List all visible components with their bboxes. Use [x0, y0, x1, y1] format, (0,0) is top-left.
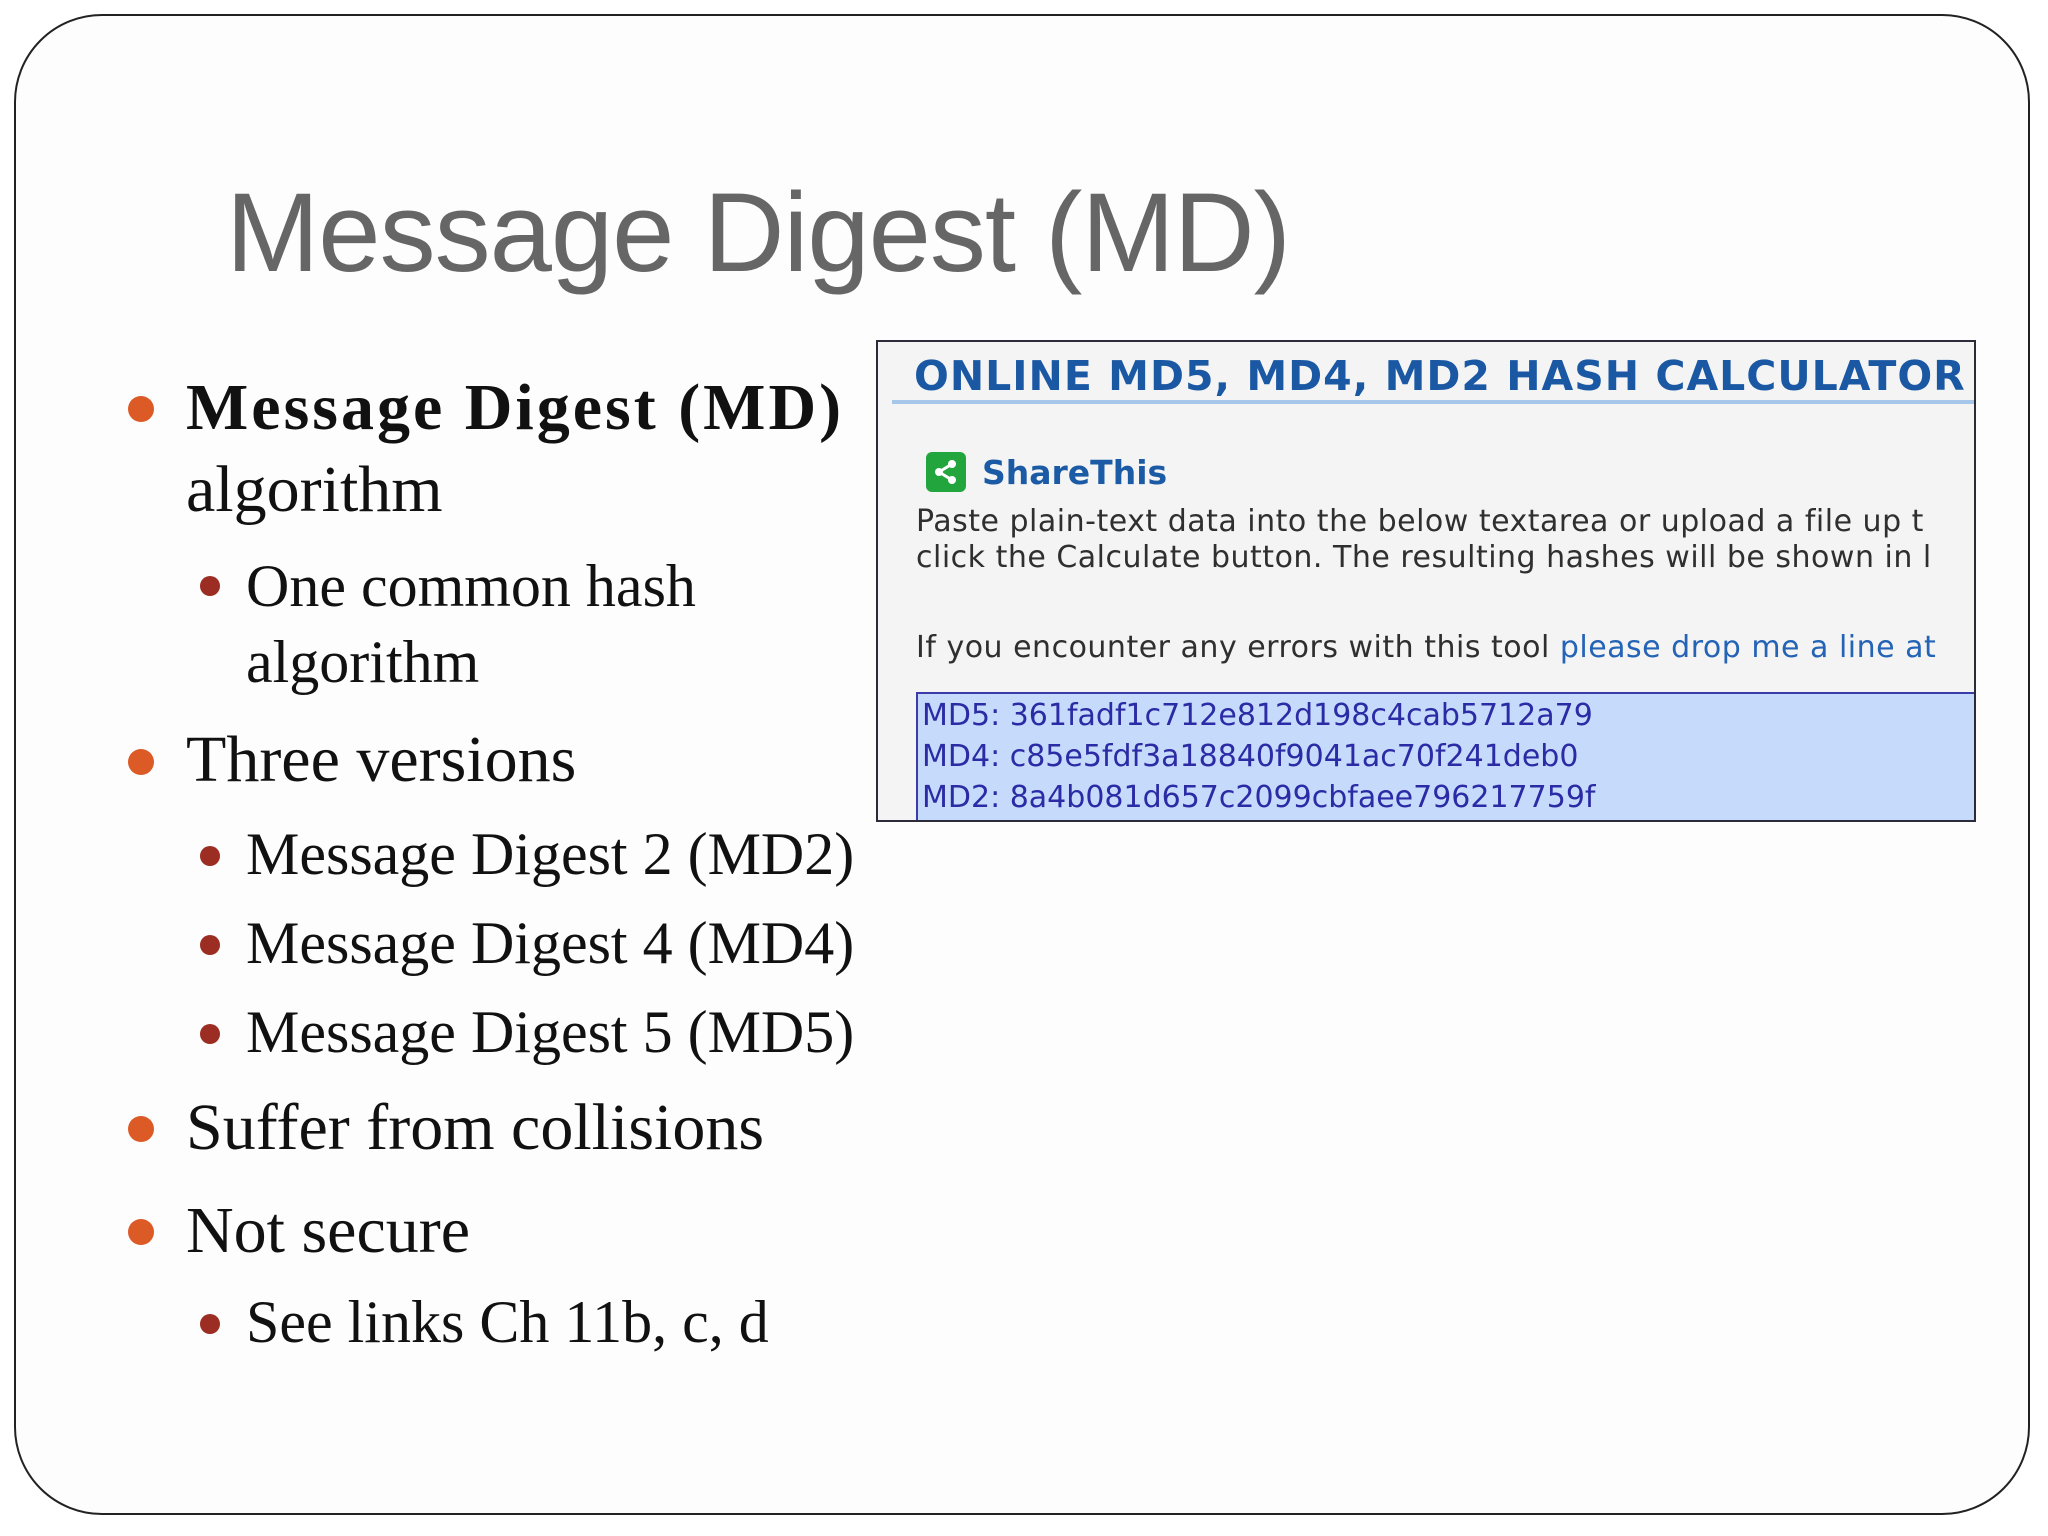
share-this-button[interactable] — [926, 450, 1167, 494]
bullet-dot — [200, 846, 220, 866]
hash-calculator-screenshot — [876, 340, 1976, 822]
sub-bullet-continuation: algorithm — [246, 629, 480, 695]
sub-bullet-item: See links Ch 11b, c, d — [246, 1289, 769, 1355]
bullet-dot — [200, 1314, 220, 1334]
sub-bullet-item: Message Digest 4 (MD4) — [246, 910, 855, 976]
bullet-dot — [128, 396, 154, 422]
errors-text: If you encounter any errors with this tool — [916, 630, 1560, 665]
bullet-dot — [200, 935, 220, 955]
md4-hash: MD4: c85e5fdf3a18840f9041ac70f241deb0 — [922, 739, 1579, 774]
bullet-dot — [128, 1116, 154, 1142]
errors-line — [916, 630, 1936, 665]
md5-hash: MD5: 361fadf1c712e812d198c4cab5712a79 — [922, 698, 1593, 733]
sub-bullet-item: Message Digest 2 (MD2) — [246, 821, 855, 887]
slide-title: Message Digest (MD) — [226, 170, 1290, 295]
bullet-continuation: algorithm — [186, 453, 443, 526]
share-label: ShareThis — [982, 452, 1168, 492]
hash-results-textarea[interactable] — [916, 692, 1976, 822]
bullet-bold-text: Message Digest (MD) — [186, 371, 845, 444]
bullet-item: Suffer from collisions — [186, 1091, 765, 1164]
sub-bullet-item: Message Digest 5 (MD5) — [246, 999, 855, 1065]
bullet-item: Three versions — [186, 723, 577, 796]
share-icon — [926, 452, 966, 492]
bullet-dot — [128, 1219, 154, 1245]
bullet-item: Not secure — [186, 1194, 471, 1267]
bullet-dot — [200, 576, 220, 596]
bullet-dot — [128, 749, 154, 775]
bullet-item — [186, 370, 844, 446]
instructions-line: Paste plain-text data into the below textarea or upload a file up t — [916, 504, 1924, 539]
bullet-dot — [200, 1024, 220, 1044]
contact-link[interactable]: please drop me a line at — [1559, 630, 1937, 665]
title-divider — [892, 400, 1976, 404]
instructions-line: click the Calculate button. The resulting hashes will be shown in l — [916, 540, 1932, 575]
calculator-title: ONLINE MD5, MD4, MD2 HASH CALCULATOR — [914, 352, 1966, 400]
sub-bullet-item: One common hash — [246, 553, 696, 619]
md2-hash: MD2: 8a4b081d657c2099cbfaee796217759f — [922, 780, 1596, 815]
